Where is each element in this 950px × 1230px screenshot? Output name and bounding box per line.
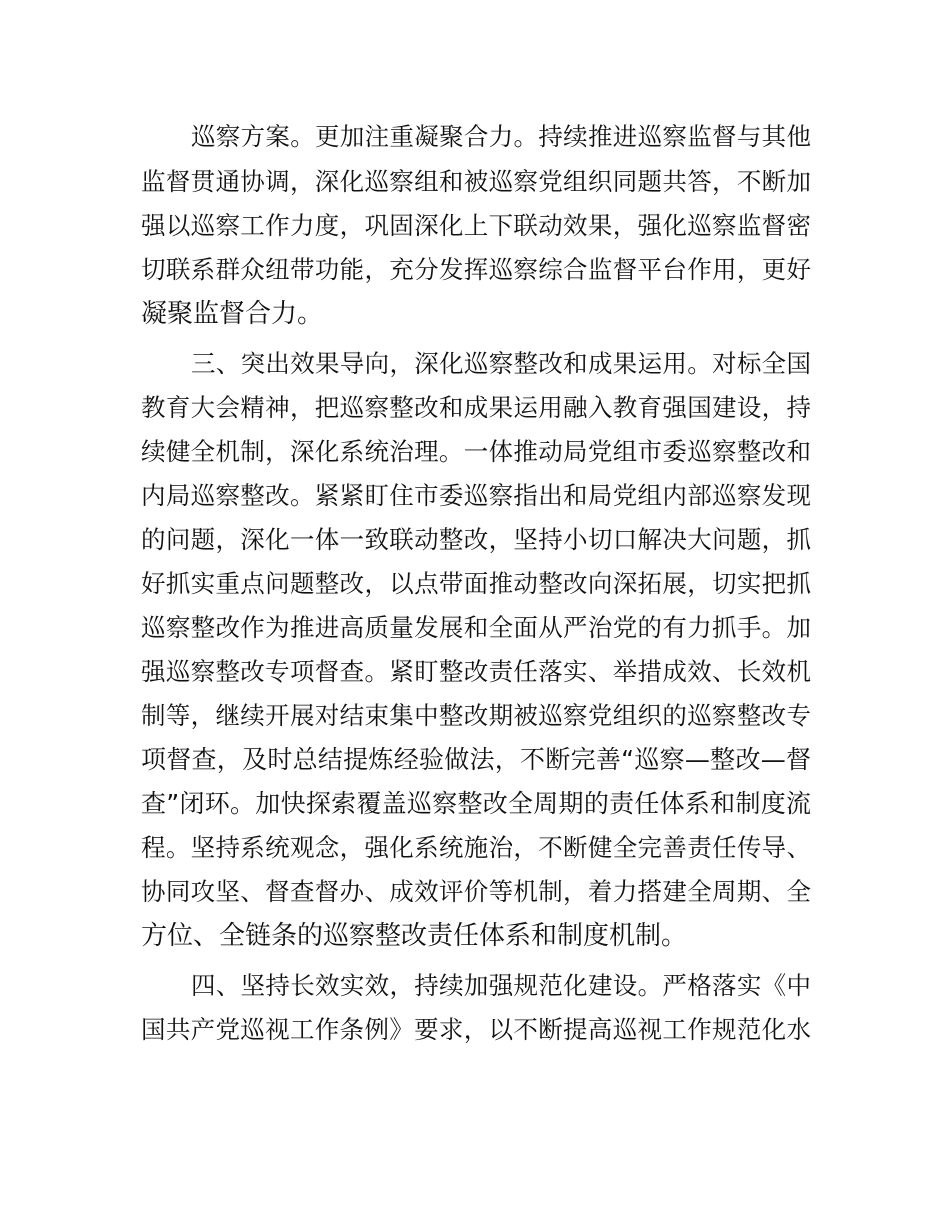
- text-line: 的问题，深化一体一致联动整改，坚持小切口解决大问题，抓: [141, 525, 811, 554]
- text-line: 四、坚持长效实效，持续加强规范化建设。严格落实《中: [191, 971, 811, 1000]
- text-line: 好抓实重点问题整改，以点带面推动整改向深拓展，切实把抓: [141, 569, 811, 598]
- text-line: 方位、全链条的巡察整改责任体系和制度机制。: [141, 921, 688, 951]
- text-line: 切联系群众纽带功能，充分发挥巡察综合监督平台作用，更好: [141, 255, 811, 284]
- text-line: 强以巡察工作力度，巩固深化上下联动效果，强化巡察监督密: [141, 211, 811, 240]
- text-line: 程。坚持系统观念，强化系统施治，不断健全完善责任传导、: [141, 833, 811, 862]
- text-line: 三、突出效果导向，深化巡察整改和成果运用。对标全国: [191, 349, 811, 378]
- text-line: 协同攻坚、督查督办、成效评价等机制，着力搭建全周期、全: [141, 877, 811, 906]
- text-line: 强巡察整改专项督查。紧盯整改责任落实、举措成效、长效机: [141, 657, 811, 686]
- text-line: 续健全机制，深化系统治理。一体推动局党组市委巡察整改和: [141, 437, 811, 466]
- text-line: 国共产党巡视工作条例》要求，以不断提高巡视工作规范化水: [141, 1015, 811, 1044]
- text-line: 监督贯通协调，深化巡察组和被巡察党组织同题共答，不断加: [141, 167, 811, 196]
- text-line: 内局巡察整改。紧紧盯住市委巡察指出和局党组内部巡察发现: [141, 481, 811, 510]
- text-line: 教育大会精神，把巡察整改和成果运用融入教育强国建设，持: [141, 393, 811, 422]
- text-line: 凝聚监督合力。: [141, 299, 324, 329]
- text-line: 项督查，及时总结提炼经验做法，不断完善“巡察—整改—督: [141, 745, 811, 774]
- text-line: 查”闭环。加快探索覆盖巡察整改全周期的责任体系和制度流: [141, 789, 811, 818]
- text-line: 巡察整改作为推进高质量发展和全面从严治党的有力抓手。加: [141, 613, 811, 642]
- text-line: 巡察方案。更加注重凝聚合力。持续推进巡察监督与其他: [191, 122, 811, 151]
- text-line: 制等，继续开展对结束集中整改期被巡察党组织的巡察整改专: [141, 701, 811, 730]
